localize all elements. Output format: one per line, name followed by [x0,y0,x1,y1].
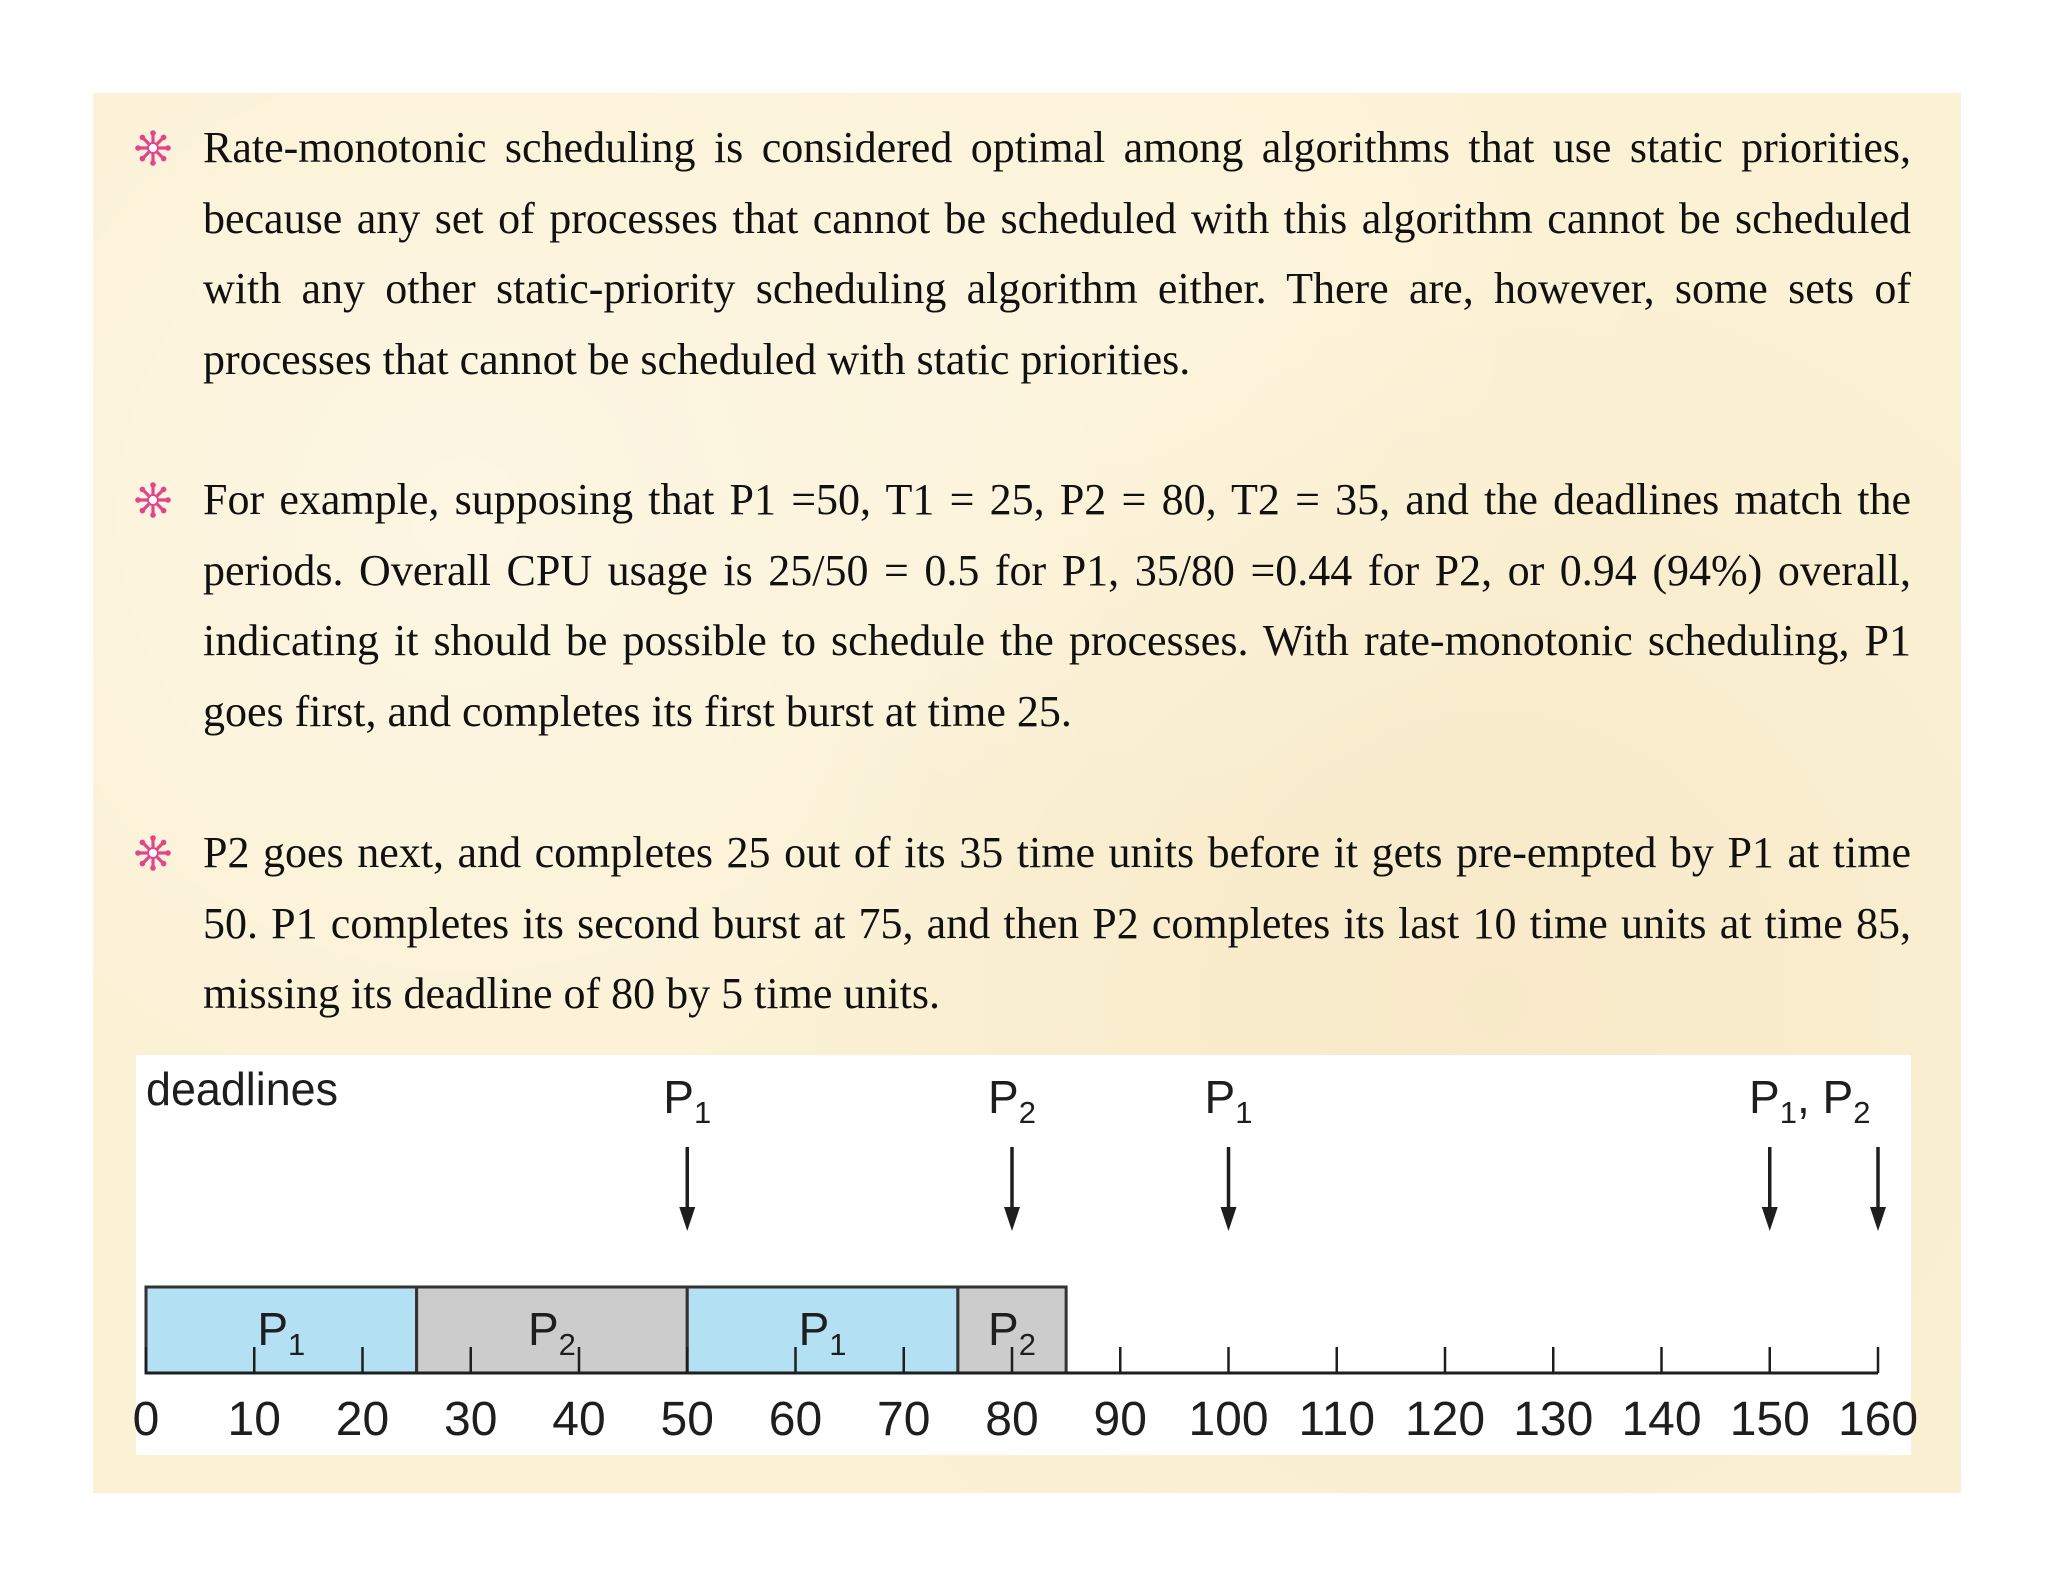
slide [93,93,1961,1493]
timeline-blocks [146,1287,1066,1373]
deadline-label-1: $P_1$ [663,1071,712,1130]
block-label-2: $P_2$ [527,1303,576,1362]
block-label-4: $P_2$ [988,1303,1036,1362]
bullet-item [203,113,1911,395]
deadline-arrow-head-1 [679,1207,695,1231]
axis-tick-label: 160 [1837,1393,1919,1446]
deadline-label-2: $P_2$ [988,1071,1036,1130]
bullet-item [203,818,1911,1030]
bullet-item [203,465,1911,747]
axis-tick-label: 20 [335,1393,390,1446]
axis-tick-label: 150 [1729,1393,1810,1446]
axis-tick-label: 100 [1188,1393,1269,1446]
deadline-label-4: $P_1$, $P_2$ [1749,1071,1871,1130]
axis-tick-label: 70 [877,1393,931,1446]
deadline-markers [663,1071,1886,1231]
deadline-arrow-head-2 [1004,1207,1020,1231]
block-label-1: $P_1$ [257,1303,306,1362]
pink-flower-icon [135,835,171,871]
deadline-arrow-head-4 [1762,1207,1778,1231]
axis-tick-label: 130 [1513,1393,1594,1446]
deadline-label-3: $P_1$ [1204,1071,1253,1130]
block-label-3: $P_1$ [798,1303,847,1362]
bullet-text: For example, supposing that P1 =50, T1 = 25, P2 = 80, T2 = 35, and the deadlines match the periods. Overall CPU usage is 25/50 = 0.5 for P1, 35/80 =0.44 for P2, or 0.94 (94%) overall, indicating it should be possible to schedule the processes. With rate-monotonic scheduling, P1 goes first, and completes its first burst at time 25. [203,475,1911,736]
axis-tick-label: 90 [1093,1393,1147,1446]
axis-tick-label: 10 [227,1393,281,1446]
axis-tick-label: 120 [1404,1393,1486,1446]
deadline-arrow-head-3 [1221,1207,1237,1231]
deadline-arrow-head-5 [1870,1207,1886,1231]
axis-tick-label: 40 [552,1393,606,1446]
timeline-svg [132,1055,1919,1455]
bullet-text: P2 goes next, and completes 25 out of its 35 time units before it gets pre-empted by P1 at time 50. P1 completes its second burst at 75, and then P2 completes its last 10 time units at time 85, missing its deadline of 80 by 5 time units. [203,828,1911,1018]
scheduling-timeline-diagram [132,1055,1919,1455]
axis-tick-label: 60 [768,1393,823,1446]
axis-tick-label: 140 [1621,1393,1702,1446]
axis-tick-label: 110 [1298,1393,1376,1446]
bullet-text: Rate-monotonic scheduling is considered optimal among algorithms that use static priorities, because any set of processes that cannot be scheduled with this algorithm cannot be scheduled with any other static-priority scheduling algorithm either. There are, however, some sets of processes that cannot be scheduled with static priorities. [203,123,1911,384]
pink-flower-icon [135,130,171,166]
axis-tick-label: 0 [132,1393,160,1446]
deadlines-label: deadlines [146,1063,338,1115]
axis-tick-label: 30 [444,1393,498,1446]
pink-flower-icon [135,482,171,518]
axis-tick-label: 50 [660,1393,714,1446]
axis-tick-label: 80 [985,1393,1039,1446]
